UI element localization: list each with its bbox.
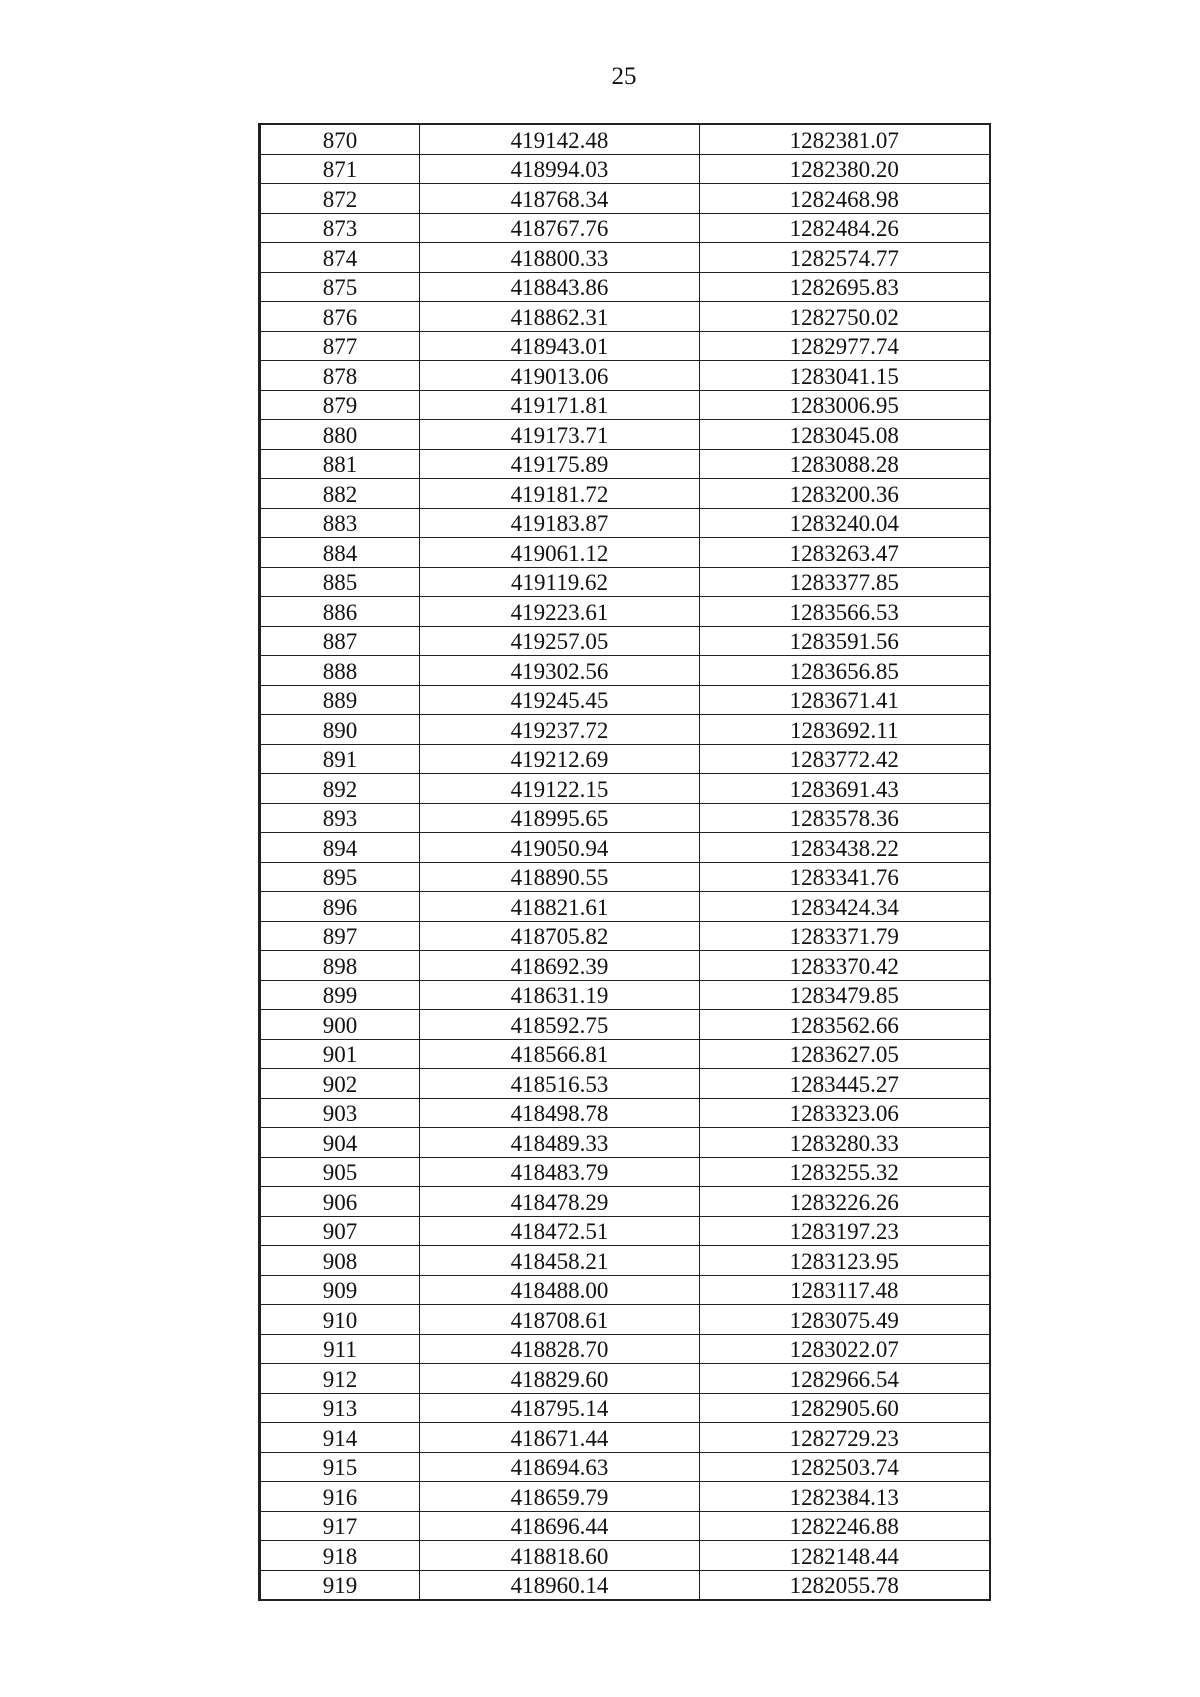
table-row xyxy=(260,1334,990,1364)
x-coordinate-cell: 418566.81 xyxy=(420,1039,700,1069)
point-number-cell: 872 xyxy=(260,184,420,214)
point-number-cell: 897 xyxy=(260,921,420,951)
x-coordinate-cell: 419183.87 xyxy=(420,508,700,538)
x-coordinate-cell: 418498.78 xyxy=(420,1098,700,1128)
table-row xyxy=(260,1157,990,1187)
x-coordinate-cell: 418694.63 xyxy=(420,1452,700,1482)
point-number-cell: 874 xyxy=(260,243,420,273)
y-coordinate-cell: 1282055.78 xyxy=(700,1570,990,1600)
table-row xyxy=(260,272,990,302)
point-number-cell: 876 xyxy=(260,302,420,332)
table-row xyxy=(260,1452,990,1482)
x-coordinate-cell: 418458.21 xyxy=(420,1246,700,1276)
point-number-cell: 911 xyxy=(260,1334,420,1364)
x-coordinate-cell: 418659.79 xyxy=(420,1482,700,1512)
point-number-cell: 871 xyxy=(260,154,420,184)
y-coordinate-cell: 1283263.47 xyxy=(700,538,990,568)
table-row xyxy=(260,685,990,715)
point-number-cell: 910 xyxy=(260,1305,420,1335)
x-coordinate-cell: 418488.00 xyxy=(420,1275,700,1305)
table-row xyxy=(260,1069,990,1099)
y-coordinate-cell: 1283041.15 xyxy=(700,361,990,391)
y-coordinate-cell: 1282246.88 xyxy=(700,1511,990,1541)
point-number-cell: 887 xyxy=(260,626,420,656)
y-coordinate-cell: 1282381.07 xyxy=(700,124,990,154)
point-number-cell: 913 xyxy=(260,1393,420,1423)
y-coordinate-cell: 1283445.27 xyxy=(700,1069,990,1099)
y-coordinate-cell: 1283566.53 xyxy=(700,597,990,627)
y-coordinate-cell: 1283022.07 xyxy=(700,1334,990,1364)
point-number-cell: 908 xyxy=(260,1246,420,1276)
y-coordinate-cell: 1282977.74 xyxy=(700,331,990,361)
table-row xyxy=(260,626,990,656)
point-number-cell: 915 xyxy=(260,1452,420,1482)
point-number-cell: 900 xyxy=(260,1010,420,1040)
point-number-cell: 878 xyxy=(260,361,420,391)
point-number-cell: 904 xyxy=(260,1128,420,1158)
x-coordinate-cell: 418829.60 xyxy=(420,1364,700,1394)
table-row xyxy=(260,1010,990,1040)
x-coordinate-cell: 418692.39 xyxy=(420,951,700,981)
x-coordinate-cell: 418994.03 xyxy=(420,154,700,184)
y-coordinate-cell: 1283341.76 xyxy=(700,862,990,892)
x-coordinate-cell: 418995.65 xyxy=(420,803,700,833)
point-number-cell: 879 xyxy=(260,390,420,420)
y-coordinate-cell: 1283591.56 xyxy=(700,626,990,656)
table-row xyxy=(260,243,990,273)
table-row xyxy=(260,921,990,951)
x-coordinate-cell: 419223.61 xyxy=(420,597,700,627)
x-coordinate-cell: 419212.69 xyxy=(420,744,700,774)
x-coordinate-cell: 419013.06 xyxy=(420,361,700,391)
y-coordinate-cell: 1283123.95 xyxy=(700,1246,990,1276)
x-coordinate-cell: 419257.05 xyxy=(420,626,700,656)
table-row xyxy=(260,1275,990,1305)
y-coordinate-cell: 1283424.34 xyxy=(700,892,990,922)
point-number-cell: 903 xyxy=(260,1098,420,1128)
y-coordinate-cell: 1282380.20 xyxy=(700,154,990,184)
y-coordinate-cell: 1282729.23 xyxy=(700,1423,990,1453)
point-number-cell: 891 xyxy=(260,744,420,774)
table-row xyxy=(260,538,990,568)
y-coordinate-cell: 1282148.44 xyxy=(700,1541,990,1571)
y-coordinate-cell: 1283578.36 xyxy=(700,803,990,833)
x-coordinate-cell: 418828.70 xyxy=(420,1334,700,1364)
x-coordinate-cell: 418890.55 xyxy=(420,862,700,892)
x-coordinate-cell: 419050.94 xyxy=(420,833,700,863)
x-coordinate-cell: 418843.86 xyxy=(420,272,700,302)
y-coordinate-cell: 1283006.95 xyxy=(700,390,990,420)
x-coordinate-cell: 419142.48 xyxy=(420,124,700,154)
point-number-cell: 912 xyxy=(260,1364,420,1394)
y-coordinate-cell: 1283370.42 xyxy=(700,951,990,981)
y-coordinate-cell: 1283280.33 xyxy=(700,1128,990,1158)
y-coordinate-cell: 1283479.85 xyxy=(700,980,990,1010)
table-row xyxy=(260,213,990,243)
x-coordinate-cell: 418631.19 xyxy=(420,980,700,1010)
y-coordinate-cell: 1283226.26 xyxy=(700,1187,990,1217)
y-coordinate-cell: 1283671.41 xyxy=(700,685,990,715)
table-row xyxy=(260,390,990,420)
table-row xyxy=(260,479,990,509)
table-row xyxy=(260,715,990,745)
y-coordinate-cell: 1282750.02 xyxy=(700,302,990,332)
coordinate-table-body xyxy=(260,124,990,1600)
table-row xyxy=(260,980,990,1010)
point-number-cell: 882 xyxy=(260,479,420,509)
y-coordinate-cell: 1283562.66 xyxy=(700,1010,990,1040)
y-coordinate-cell: 1283045.08 xyxy=(700,420,990,450)
point-number-cell: 884 xyxy=(260,538,420,568)
table-row xyxy=(260,774,990,804)
x-coordinate-cell: 418483.79 xyxy=(420,1157,700,1187)
x-coordinate-cell: 418943.01 xyxy=(420,331,700,361)
y-coordinate-cell: 1283075.49 xyxy=(700,1305,990,1335)
point-number-cell: 892 xyxy=(260,774,420,804)
coordinate-table xyxy=(258,123,991,1601)
y-coordinate-cell: 1282905.60 xyxy=(700,1393,990,1423)
table-row xyxy=(260,1423,990,1453)
point-number-cell: 870 xyxy=(260,124,420,154)
point-number-cell: 873 xyxy=(260,213,420,243)
x-coordinate-cell: 418795.14 xyxy=(420,1393,700,1423)
table-row xyxy=(260,420,990,450)
y-coordinate-cell: 1283772.42 xyxy=(700,744,990,774)
table-row xyxy=(260,833,990,863)
x-coordinate-cell: 418708.61 xyxy=(420,1305,700,1335)
table-row xyxy=(260,744,990,774)
table-row xyxy=(260,1098,990,1128)
point-number-cell: 880 xyxy=(260,420,420,450)
x-coordinate-cell: 419175.89 xyxy=(420,449,700,479)
table-row xyxy=(260,1511,990,1541)
x-coordinate-cell: 419181.72 xyxy=(420,479,700,509)
point-number-cell: 902 xyxy=(260,1069,420,1099)
point-number-cell: 881 xyxy=(260,449,420,479)
x-coordinate-cell: 418768.34 xyxy=(420,184,700,214)
table-row xyxy=(260,1246,990,1276)
table-row xyxy=(260,361,990,391)
point-number-cell: 905 xyxy=(260,1157,420,1187)
y-coordinate-cell: 1283627.05 xyxy=(700,1039,990,1069)
point-number-cell: 906 xyxy=(260,1187,420,1217)
point-number-cell: 916 xyxy=(260,1482,420,1512)
point-number-cell: 901 xyxy=(260,1039,420,1069)
table-row xyxy=(260,184,990,214)
y-coordinate-cell: 1283371.79 xyxy=(700,921,990,951)
y-coordinate-cell: 1282966.54 xyxy=(700,1364,990,1394)
table-row xyxy=(260,862,990,892)
table-row xyxy=(260,1305,990,1335)
x-coordinate-cell: 419237.72 xyxy=(420,715,700,745)
table-row xyxy=(260,449,990,479)
point-number-cell: 896 xyxy=(260,892,420,922)
point-number-cell: 918 xyxy=(260,1541,420,1571)
table-row xyxy=(260,1364,990,1394)
table-row xyxy=(260,1128,990,1158)
y-coordinate-cell: 1283088.28 xyxy=(700,449,990,479)
table-row xyxy=(260,1393,990,1423)
point-number-cell: 895 xyxy=(260,862,420,892)
table-row xyxy=(260,1187,990,1217)
y-coordinate-cell: 1283240.04 xyxy=(700,508,990,538)
table-row xyxy=(260,1482,990,1512)
point-number-cell: 877 xyxy=(260,331,420,361)
y-coordinate-cell: 1283197.23 xyxy=(700,1216,990,1246)
x-coordinate-cell: 418696.44 xyxy=(420,1511,700,1541)
table-row xyxy=(260,656,990,686)
x-coordinate-cell: 418862.31 xyxy=(420,302,700,332)
x-coordinate-cell: 418818.60 xyxy=(420,1541,700,1571)
table-row xyxy=(260,508,990,538)
x-coordinate-cell: 418800.33 xyxy=(420,243,700,273)
table-row xyxy=(260,302,990,332)
x-coordinate-cell: 418767.76 xyxy=(420,213,700,243)
point-number-cell: 889 xyxy=(260,685,420,715)
y-coordinate-cell: 1283323.06 xyxy=(700,1098,990,1128)
x-coordinate-cell: 419173.71 xyxy=(420,420,700,450)
point-number-cell: 914 xyxy=(260,1423,420,1453)
y-coordinate-cell: 1282484.26 xyxy=(700,213,990,243)
table-row xyxy=(260,567,990,597)
y-coordinate-cell: 1282574.77 xyxy=(700,243,990,273)
point-number-cell: 893 xyxy=(260,803,420,833)
x-coordinate-cell: 419119.62 xyxy=(420,567,700,597)
point-number-cell: 909 xyxy=(260,1275,420,1305)
point-number-cell: 888 xyxy=(260,656,420,686)
x-coordinate-cell: 419122.15 xyxy=(420,774,700,804)
y-coordinate-cell: 1283200.36 xyxy=(700,479,990,509)
point-number-cell: 894 xyxy=(260,833,420,863)
table-row xyxy=(260,597,990,627)
x-coordinate-cell: 419061.12 xyxy=(420,538,700,568)
y-coordinate-cell: 1282503.74 xyxy=(700,1452,990,1482)
table-row xyxy=(260,154,990,184)
page-number: 25 xyxy=(611,63,637,90)
table-row xyxy=(260,951,990,981)
point-number-cell: 875 xyxy=(260,272,420,302)
y-coordinate-cell: 1283117.48 xyxy=(700,1275,990,1305)
point-number-cell: 890 xyxy=(260,715,420,745)
x-coordinate-cell: 419302.56 xyxy=(420,656,700,686)
x-coordinate-cell: 418592.75 xyxy=(420,1010,700,1040)
point-number-cell: 899 xyxy=(260,980,420,1010)
y-coordinate-cell: 1282468.98 xyxy=(700,184,990,214)
table-row xyxy=(260,803,990,833)
point-number-cell: 919 xyxy=(260,1570,420,1600)
y-coordinate-cell: 1282384.13 xyxy=(700,1482,990,1512)
y-coordinate-cell: 1283377.85 xyxy=(700,567,990,597)
x-coordinate-cell: 418960.14 xyxy=(420,1570,700,1600)
point-number-cell: 885 xyxy=(260,567,420,597)
point-number-cell: 898 xyxy=(260,951,420,981)
x-coordinate-cell: 418821.61 xyxy=(420,892,700,922)
y-coordinate-cell: 1283255.32 xyxy=(700,1157,990,1187)
table-row xyxy=(260,331,990,361)
table-row xyxy=(260,892,990,922)
x-coordinate-cell: 418516.53 xyxy=(420,1069,700,1099)
table-row xyxy=(260,1541,990,1571)
y-coordinate-cell: 1283691.43 xyxy=(700,774,990,804)
x-coordinate-cell: 418478.29 xyxy=(420,1187,700,1217)
table-row xyxy=(260,1039,990,1069)
y-coordinate-cell: 1283656.85 xyxy=(700,656,990,686)
point-number-cell: 886 xyxy=(260,597,420,627)
x-coordinate-cell: 418705.82 xyxy=(420,921,700,951)
y-coordinate-cell: 1283692.11 xyxy=(700,715,990,745)
table-row xyxy=(260,1216,990,1246)
x-coordinate-cell: 418671.44 xyxy=(420,1423,700,1453)
x-coordinate-cell: 418472.51 xyxy=(420,1216,700,1246)
y-coordinate-cell: 1282695.83 xyxy=(700,272,990,302)
table-row xyxy=(260,124,990,154)
table-row xyxy=(260,1570,990,1600)
point-number-cell: 907 xyxy=(260,1216,420,1246)
x-coordinate-cell: 419245.45 xyxy=(420,685,700,715)
point-number-cell: 917 xyxy=(260,1511,420,1541)
x-coordinate-cell: 419171.81 xyxy=(420,390,700,420)
x-coordinate-cell: 418489.33 xyxy=(420,1128,700,1158)
y-coordinate-cell: 1283438.22 xyxy=(700,833,990,863)
point-number-cell: 883 xyxy=(260,508,420,538)
